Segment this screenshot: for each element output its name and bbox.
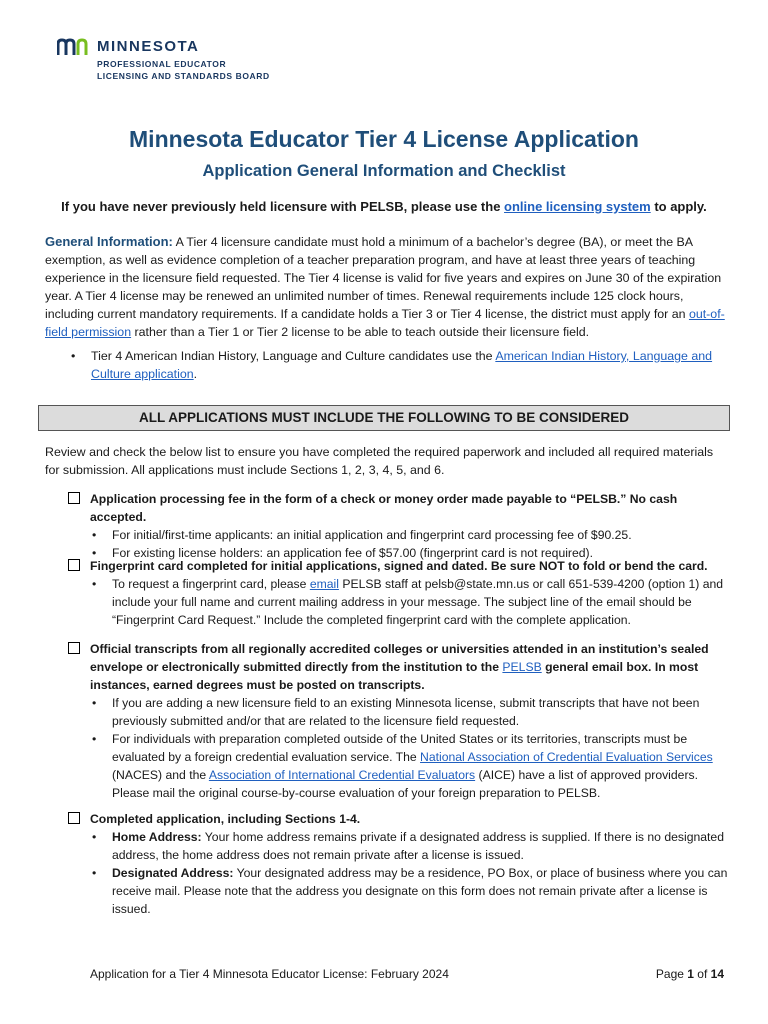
home-address-text: Your home address remains private if a designated address is supplied. If there is no designated address, the home address does not remain private after a license is issued. — [112, 830, 724, 862]
checklist-item-fingerprint — [68, 557, 730, 629]
aih-text: Tier 4 American Indian History, Language and Culture candidates use the — [91, 349, 496, 363]
checklist-item-transcripts — [68, 640, 730, 802]
designated-address-label: Designated Address: — [112, 866, 234, 880]
notice-text-after: to apply. — [650, 199, 707, 214]
checklist-item-application — [68, 810, 730, 918]
general-information-text: A Tier 4 licensure candidate must hold a minimum of a bachelor’s degree (BA), or meet the BA exemption, as well as evidence completion of a teacher preparation program, and have at least three years of teaching experience in the licensure field requested. The Tier 4 license is valid for five years and expires on June 30 of the expiration year. A Tier 4 license may be renewed an unlimited number of times. Renewal requirements include 125 clock hours, including current mandatory requirements. If a candidate holds a Tier 3 or Tier 4 license, the district must apply for an — [45, 235, 722, 321]
list-item — [90, 575, 730, 629]
requirements-banner: ALL APPLICATIONS MUST INCLUDE THE FOLLOWING TO BE CONSIDERED — [38, 405, 730, 431]
designated-address-text: Your designated address may be a residence, PO Box, or place of business where you can receive mail. Please note that the address you designate on this form does not remain private after a license is issued. — [112, 866, 728, 916]
general-information-label: General Information: — [45, 234, 173, 249]
aice-link[interactable]: Association of International Credential Evaluators — [208, 768, 476, 782]
page-current: 1 — [687, 967, 694, 981]
aih-application-link[interactable]: American Indian History, Language and Culture application — [91, 349, 713, 381]
aih-text-end: . — [193, 367, 198, 381]
fingerprint-heading — [68, 557, 730, 575]
transcripts-checkbox[interactable] — [68, 642, 80, 654]
fingerprint-checkbox[interactable] — [68, 559, 80, 571]
out-of-field-permission-link[interactable]: out-of-field permission — [45, 307, 725, 339]
fingerprint-text: To request a fingerprint card, please — [112, 577, 310, 591]
page-prefix: Page — [655, 967, 688, 981]
email-link[interactable]: email — [309, 577, 339, 591]
application-heading — [68, 810, 730, 828]
pelsb-email-link[interactable]: PELSB — [502, 660, 542, 674]
transcripts-heading-text: Official transcripts from all regionally accredited colleges or universities attended in an institution’s sealed envelope or electronically submitted directly from the institution to the — [90, 642, 709, 674]
general-information-text-end: rather than a Tier 1 or Tier 2 license to be able to teach outside their licensure field. — [131, 325, 590, 339]
aih-bullet-list — [69, 347, 729, 383]
logo-subtitle — [97, 58, 270, 82]
logo-wordmark: MINNESOTA — [97, 38, 200, 55]
fee-checkbox[interactable] — [68, 492, 80, 504]
page-subtitle: Application General Information and Checklist — [202, 162, 566, 180]
page-title: Minnesota Educator Tier 4 License Application — [129, 126, 639, 152]
list-item — [69, 347, 729, 383]
page-of: of — [693, 967, 711, 981]
list-item — [90, 828, 730, 864]
application-heading-text: Completed application, including Sections 1-4. — [90, 812, 361, 826]
fingerprint-text-end: PELSB staff at pelsb@state.mn.us or call 651-539-4200 (option 1) and include your full name and current mailing address in your message. The subject line of the email should be “Fingerprint Card Request.” Include the completed fingerprint card with the complete application. — [112, 577, 724, 627]
fee-heading — [68, 490, 730, 526]
footer-title: Application for a Tier 4 Minnesota Educator License: February 2024 — [90, 967, 449, 981]
page-total: 14 — [710, 967, 724, 981]
page-footer — [90, 967, 724, 981]
logo-sub-line-2: LICENSING AND STANDARDS BOARD — [97, 71, 270, 81]
list-item: • If you are adding a new licensure field to an existing Minnesota license, submit transcripts that have not been previously submitted and/or that are related to the licensure field requested. — [90, 694, 730, 730]
transcripts-text: For individuals with preparation completed outside of the United States or its territories, transcripts must be evaluated by a foreign credential evaluation service. The — [112, 732, 688, 764]
general-information-paragraph — [45, 233, 729, 341]
notice-text-before: If you have never previously held licensure with PELSB, please use the — [61, 199, 505, 214]
application-checkbox[interactable] — [68, 812, 80, 824]
naces-link[interactable]: National Association of Credential Evaluation Services — [420, 750, 713, 764]
minnesota-logo-mark-icon — [57, 38, 93, 56]
review-instructions: Review and check the below list to ensure you have completed the required paperwork and included all required materials for submission. All applications must include Sections 1, 2, 3, 4, 5, and 6. — [45, 445, 714, 477]
online-licensing-system-link[interactable]: online licensing system — [504, 199, 651, 214]
transcripts-heading-text-end: general email box. In most instances, earned degrees must be posted on transcripts. — [90, 660, 699, 692]
fee-heading-text: Application processing fee in the form of a check or money order made payable to “PELSB.” No cash accepted. — [90, 492, 678, 524]
transcripts-heading — [68, 640, 730, 694]
list-item — [90, 864, 730, 918]
list-item — [90, 730, 730, 802]
transcripts-text-end: (AICE) have a list of approved providers. Please mail the original course-by-course evaluation of your foreign preparation to PELSB. — [112, 768, 698, 800]
transcripts-text-mid: (NACES) and the — [112, 768, 209, 782]
checklist-item-fee — [68, 490, 730, 562]
licensing-notice — [0, 199, 768, 214]
home-address-label: Home Address: — [112, 830, 202, 844]
logo-sub-line-1: PROFESSIONAL EDUCATOR — [97, 59, 227, 69]
fingerprint-heading-text: Fingerprint card completed for initial applications, signed and dated. Be sure NOT to fold or bend the card. — [90, 559, 708, 573]
list-item: • For existing license holders: an application fee of $57.00 (fingerprint card is not required). — [90, 544, 730, 562]
page-number — [656, 967, 724, 981]
list-item: • For initial/first-time applicants: an initial application and fingerprint card processing fee of $90.25. — [90, 526, 730, 544]
